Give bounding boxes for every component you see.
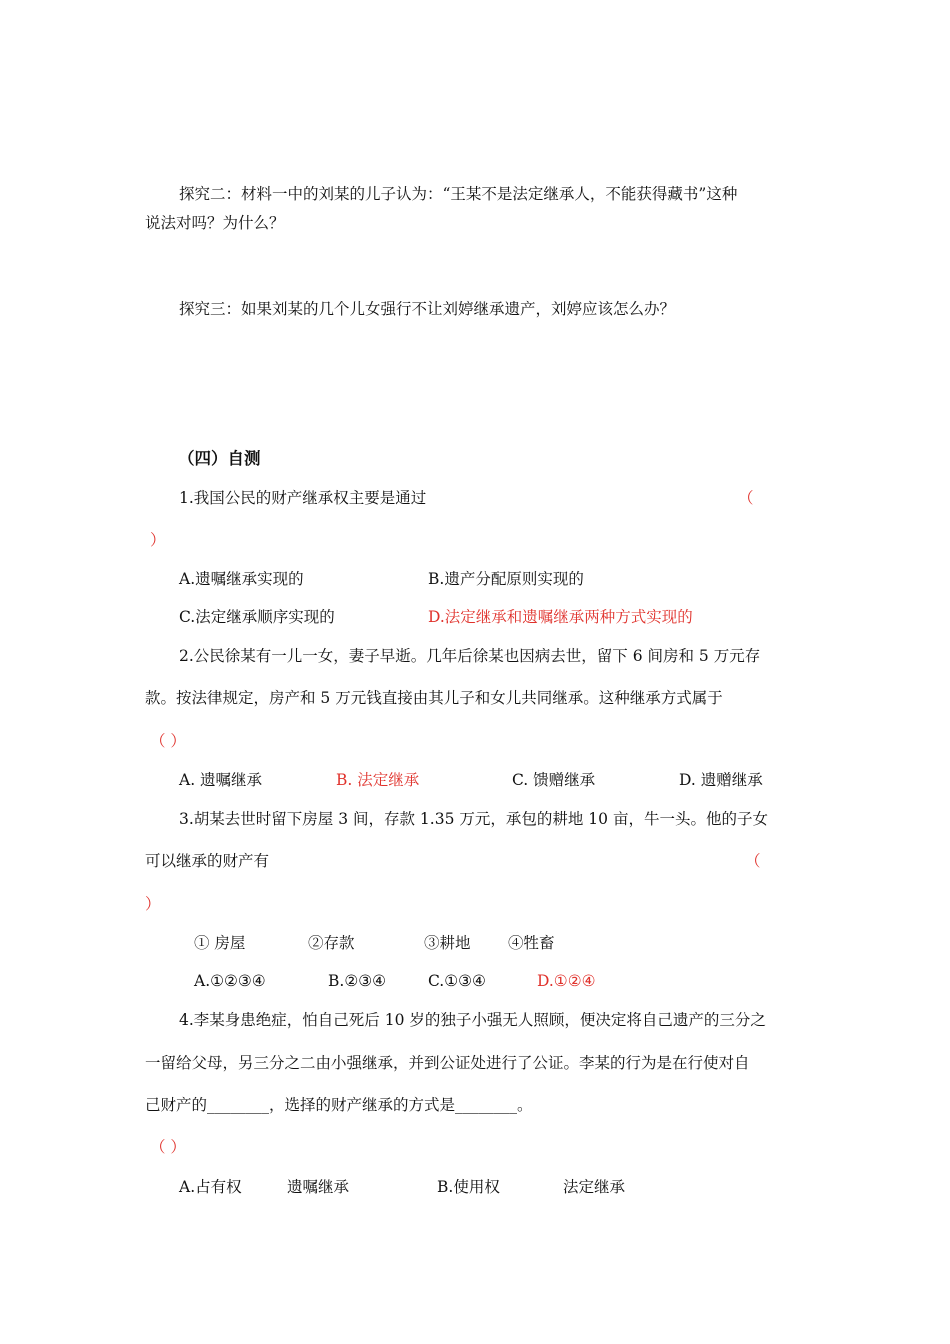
q2-option-b: B. 法定继承 (336, 771, 420, 789)
q3-item-2: ②存款 (308, 934, 355, 952)
q1-paren-open: （ (738, 489, 754, 507)
explore2-line2: 说法对吗？为什么？ (145, 214, 285, 232)
q4-option-a-right: A.占有权 (179, 1178, 242, 1196)
q3-paren-open: （ (745, 852, 761, 870)
q1-option-c: C.法定继承顺序实现的 (179, 608, 335, 626)
q3-item-1: ① 房屋 (194, 934, 246, 952)
q2-option-a: A. 遗嘱继承 (179, 771, 263, 789)
q2-line2: 款。按法律规定，房产和 5 万元钱直接由其儿子和女儿共同继承。这种继承方式属于 (145, 689, 723, 707)
q3-item-3: ③耕地 (424, 934, 471, 952)
q3-option-c: C.①③④ (428, 972, 486, 990)
q4-paren: （ ） (150, 1138, 186, 1156)
q3-paren-close: ） (145, 895, 161, 913)
q1-stem: 1.我国公民的财产继承权主要是通过 (179, 489, 427, 507)
q4-line3: 己财产的________，选择的财产继承的方式是________。 (145, 1096, 533, 1114)
q4-option-b-right: B.使用权 (437, 1178, 500, 1196)
q1-option-d: D.法定继承和遗嘱继承两种方式实现的 (428, 608, 693, 626)
q1-option-a: A.遗嘱继承实现的 (179, 570, 304, 588)
q1-paren-close: ） (150, 531, 166, 549)
explore3-line1: 探究三：如果刘某的几个儿女强行不让刘婷继承遗产，刘婷应该怎么办？ (179, 300, 676, 318)
q4-line1: 4.李某身患绝症，怕自己死后 10 岁的独子小强无人照顾，便决定将自己遗产的三分之 (179, 1011, 766, 1029)
q3-option-a: A.①②③④ (194, 972, 266, 990)
explore2-line1: 探究二：材料一中的刘某的儿子认为：“王某不是法定继承人，不能获得藏书”这种 (179, 185, 738, 203)
q3-line1: 3.胡某去世时留下房屋 3 间，存款 1.35 万元，承包的耕地 10 亩，牛一头。他的子女 (179, 810, 768, 828)
q3-line2: 可以继承的财产有 (145, 852, 270, 870)
section-title: （四）自测 (178, 449, 261, 468)
q3-option-d: D.①②④ (537, 972, 596, 990)
q4-option-a-method: 遗嘱继承 (287, 1178, 350, 1196)
q3-item-4: ④牲畜 (508, 934, 555, 952)
q4-line2: 一留给父母，另三分之二由小强继承，并到公证处进行了公证。李某的行为是在行使对自 (145, 1054, 750, 1072)
q2-paren: （ ） (150, 732, 186, 750)
q2-option-c: C. 馈赠继承 (512, 771, 596, 789)
q3-option-b: B.②③④ (328, 972, 387, 990)
q2-line1: 2.公民徐某有一儿一女，妻子早逝。几年后徐某也因病去世，留下 6 间房和 5 万元存 (179, 647, 761, 665)
q2-option-d: D. 遗赠继承 (679, 771, 763, 789)
q4-option-b-method: 法定继承 (563, 1178, 626, 1196)
q1-option-b: B.遗产分配原则实现的 (428, 570, 584, 588)
